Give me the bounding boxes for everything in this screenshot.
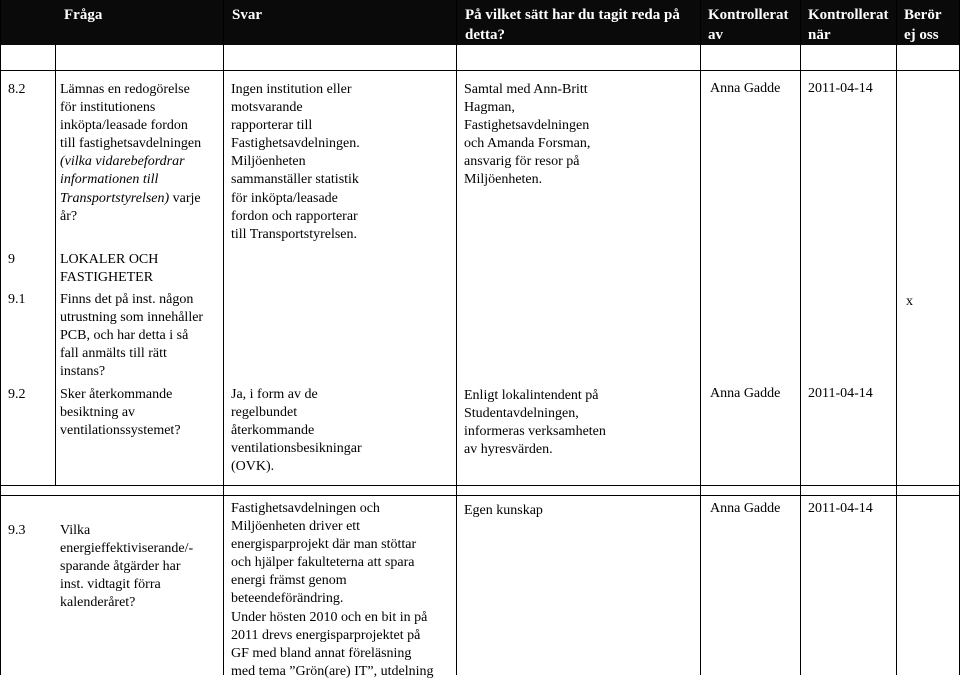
row-number: 9.2 [8, 387, 26, 402]
header-checked-by: Kontrollerat av [708, 7, 789, 43]
section-number: 9 [8, 252, 15, 267]
column-divider [896, 0, 897, 675]
row-divider [0, 485, 960, 486]
checked-by-9-2: Anna Gadde [710, 386, 781, 401]
checked-when-9-2: 2011-04-14 [808, 386, 873, 401]
row-divider [0, 70, 960, 71]
how-9-2: Enligt lokalintendent på Studentavdelningen, informeras verksamheten av hyresvärden. [464, 388, 606, 458]
column-divider [700, 0, 701, 675]
table-header [0, 0, 960, 45]
row-number: 9.1 [8, 292, 26, 307]
section-title: LOKALER OCH FASTIGHETER [60, 252, 159, 286]
column-divider [55, 45, 56, 485]
header-how: På vilket sätt har du tagit reda på detta? [465, 7, 680, 43]
question-8-2: Lämnas en redogörelse för institutionens inköpta/leasade fordon till fastighetsavdelningen (vilka vidarebefordrar informationen till Transportstyrelsen) varje år? [60, 82, 202, 224]
header-checked-when: Kontrollerat när [808, 7, 889, 43]
header-answer: Svar [232, 7, 262, 23]
checked-by-9-3: Anna Gadde [710, 501, 781, 516]
checked-when-9-3: 2011-04-14 [808, 501, 873, 516]
row-number: 8.2 [8, 82, 26, 97]
question-9-3: Vilka energieffektiviserande/- sparande åtgärder har inst. vidtagit förra kalenderåret? [60, 523, 194, 611]
answer-9-3: Fastighetsavdelningen och Miljöenheten driver ett energisparprojekt där man stöttar och hjälper fakulteterna att spara energi främst genom beteendeförändring. Under hösten 2010 och en bit in på 2011 drevs energisparprojektet på GF med bland annat föreläsning med tema ”Grön(are) IT”, utdelning [231, 501, 434, 679]
row-number: 9.3 [8, 523, 26, 538]
question-9-1: Finns det på inst. någon utrustning som innehåller PCB, och har detta i så fall anmälts till rätt instans? [60, 292, 204, 380]
header-not-concern: Berör ej oss [904, 7, 942, 43]
column-divider [456, 0, 457, 675]
how-9-3: Egen kunskap [464, 503, 543, 518]
answer-8-2: Ingen institution eller motsvarande rapporterar till Fastighetsavdelningen. Miljöenheten sammanställer statistik för inköpta/leasade fordon och rapporterar till Transportstyrelsen. [231, 82, 360, 242]
table-border-left [0, 0, 1, 675]
not-concern-mark: x [906, 294, 913, 309]
column-divider [223, 0, 224, 675]
how-8-2: Samtal med Ann-Britt Hagman, Fastighetsavdelningen och Amanda Forsman, ansvarig för resor på Miljöenheten. [464, 82, 591, 188]
checked-when-8-2: 2011-04-14 [808, 81, 873, 96]
column-divider [800, 0, 801, 675]
header-question: Fråga [64, 7, 103, 23]
question-9-2: Sker återkommande besiktning av ventilationssystemet? [60, 387, 181, 439]
answer-9-2: Ja, i form av de regelbundet återkommande ventilationsbesikningar (OVK). [231, 387, 362, 475]
checked-by-8-2: Anna Gadde [710, 81, 781, 96]
row-divider [0, 495, 960, 496]
